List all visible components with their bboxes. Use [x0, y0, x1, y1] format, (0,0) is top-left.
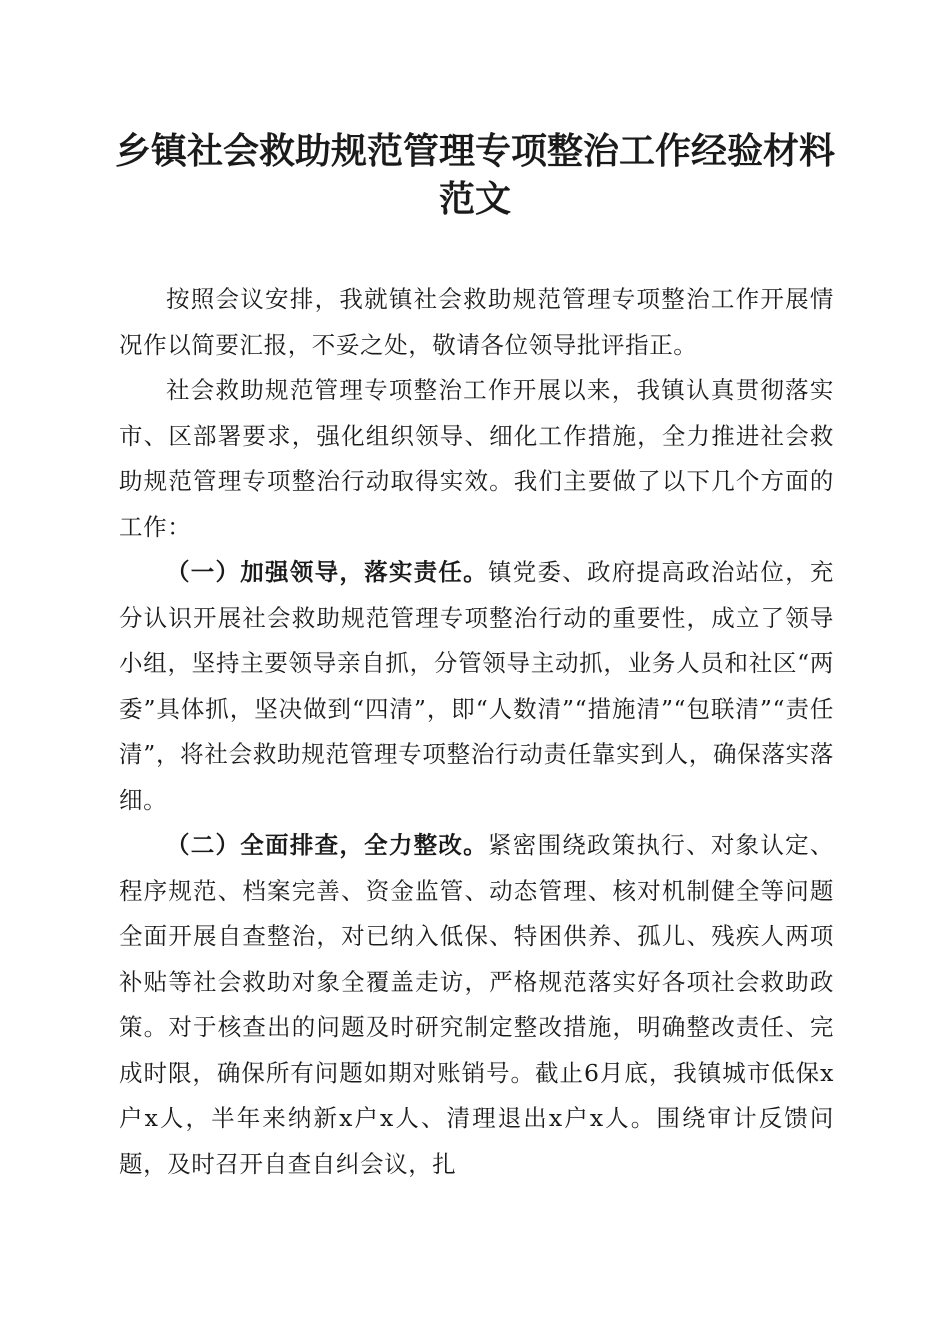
paragraph-text: 社会救助规范管理专项整治工作开展以来，我镇认真贯彻落实市、区部署要求，强化组织领导、细化工作措施，全力推进社会救助规范管理专项整治行动取得实效。我们主要做了以下几个方面的工作：	[119, 376, 834, 541]
paragraph-text: 紧密围绕政策执行、对象认定、程序规范、档案完善、资金监管、动态管理、核对机制健全等问题全面开展自查整治，对已纳入低保、特困供养、孤儿、残疾人两项补贴等社会救助对象全覆盖走访，严格规范落实好各项社会救助政策。对于核查出的问题及时研究制定整改措施，明确整改责任、完成时限，确保所有问题如期对账销号。截止6月底，我镇城市低保x户x人，半年来纳新x户x人、清理退出x户x人。围绕审计反馈问题，及时召开自查自纠会议，扎	[119, 831, 834, 1178]
document-body	[119, 277, 834, 1187]
title-line-2: 范文	[438, 179, 511, 220]
paragraph-overview	[119, 368, 834, 550]
section-heading: （一）加强领导，落实责任。	[166, 558, 488, 586]
title-line-1: 乡镇社会救助规范管理专项整治工作经验材料	[114, 131, 835, 172]
paragraph-text: 镇党委、政府提高政治站位，充分认识开展社会救助规范管理专项整治行动的重要性，成立了领导小组，坚持主要领导亲自抓，分管领导主动抓，业务人员和社区“两委”具体抓，坚决做到“四清”，即“人数清”“措施清”“包联清”“责任清”，将社会救助规范管理专项整治行动责任靠实到人，确保落实落细。	[119, 558, 834, 814]
paragraph-text: 按照会议安排，我就镇社会救助规范管理专项整治工作开展情况作以简要汇报，不妥之处，敬请各位领导批评指正。	[119, 285, 834, 359]
document-title	[100, 128, 850, 224]
paragraph-section-2	[119, 823, 834, 1187]
paragraph-intro	[119, 277, 834, 368]
paragraph-section-1	[119, 550, 834, 823]
section-heading: （二）全面排查，全力整改。	[166, 831, 488, 859]
